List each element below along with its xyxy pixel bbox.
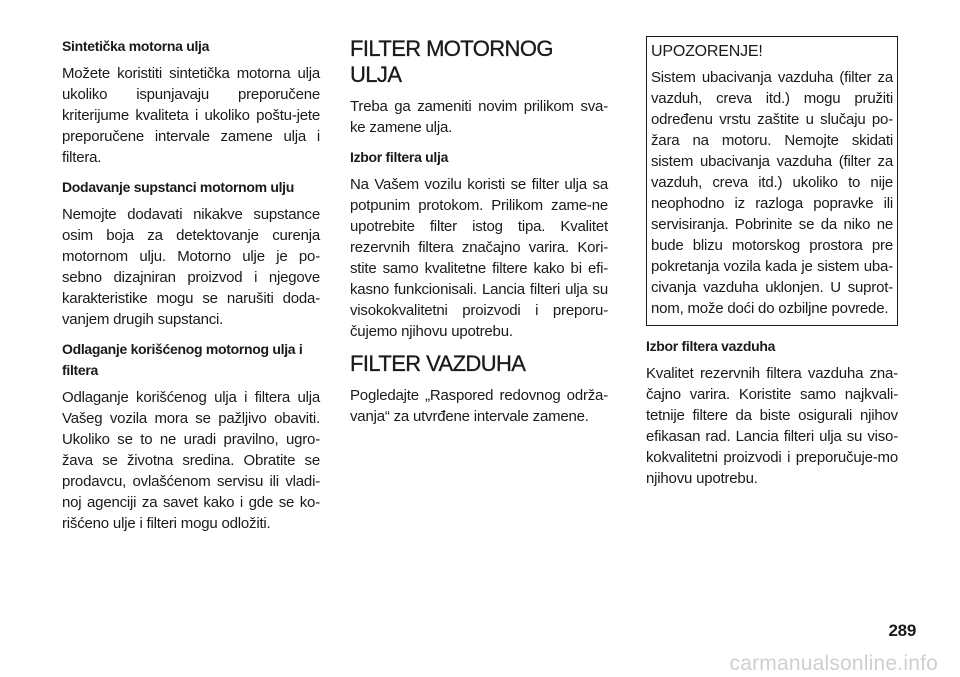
paragraph-oil-additives: Nemojte dodavati nikakve supstance osim boja za detektovanje curenja motornom ulju. Motorno ulje je po-sebno dizajniran proizvod i njegove karakteristike mogu se narušiti doda-vanjem drugih supstanci. <box>62 206 320 328</box>
paragraph-oil-filter: Treba ga zameniti novim prilikom sva-ke zamene ulja. <box>350 98 608 136</box>
warning-text: Sistem ubacivanja vazduha (filter za vazduh, creva itd.) mogu pružiti određenu vrstu zaštite u slučaju po-žara na motoru. Nemojte skidati sistem ubacivanja vazduha (filter za vazduh, creva itd.) ukoliko to nije neophodno iz razloga popravke ili servisiranja. Pobrinite se da niko ne bude blizu motorskog prostora pre pokretanja vozila kada je sistem uba-civanja vazduha uklonjen. U suprot-nom, može doći do ozbiljne povrede. <box>651 69 893 317</box>
section-title-air-filter: FILTER VAZDUHA <box>350 351 526 376</box>
watermark: carmanualsonline.info <box>729 652 938 675</box>
column-middle <box>350 36 608 436</box>
warning-box <box>646 36 898 326</box>
heading-oil-additives: Dodavanje supstanci motornom ulju <box>62 179 295 195</box>
section-title-oil-filter: FILTER MOTORNOG ULJA <box>350 36 553 87</box>
column-left <box>62 36 320 543</box>
column-right <box>646 36 898 498</box>
paragraph-air-filter: Pogledajte „Raspored redovnog održa-vanja“ za utvrđene intervale zamene. <box>350 387 608 425</box>
paragraph-synthetic-oils: Možete koristiti sintetička motorna ulja ukoliko ispunjavaju preporučene kriterijume kvaliteta i ukoliko poštu-jete preporučene intervale zamene ulja i filtera. <box>62 65 320 166</box>
paragraph-oil-filter-selection: Na Vašem vozilu koristi se filter ulja sa potpunim protokom. Prilikom zame-ne upotrebite filter istog tipa. Kvalitet rezervnih filtera značajno varira. Kori-stite samo kvalitetne filtere kako bi efi-kasno funkcionisali. Lancia filteri ulja su visokokvalitetni proizvodi i preporu-čujemo njihovu upotrebu. <box>350 176 608 340</box>
paragraph-air-filter-selection: Kvalitet rezervnih filtera vazduha zna-čajno varira. Koristite samo najkvali-tetnije filtere da biste osigurali njihov efikasan rad. Lancia filteri ulja su viso-kokvalitetni proizvodi i preporučuje-mo njihovu upotrebu. <box>646 365 898 487</box>
heading-oil-filter-selection: Izbor filtera ulja <box>350 149 449 165</box>
heading-oil-disposal: Odlaganje korišćenog motornog ulja i filtera <box>62 341 303 378</box>
heading-air-filter-selection: Izbor filtera vazduha <box>646 338 776 354</box>
page-number: 289 <box>888 621 916 640</box>
warning-title: UPOZORENJE! <box>651 43 763 60</box>
heading-synthetic-oils: Sintetička motorna ulja <box>62 38 210 54</box>
paragraph-oil-disposal: Odlaganje korišćenog ulja i filtera ulja Vašeg vozila mora se pažljivo obaviti. Ukoliko se to ne uradi pravilno, ugro-žava se životna sredina. Obratite se prodavcu, ovlašćenom servisu ili vladi-noj agenciji za savet kako i gde se ko-rišćeno ulje i filteri mogu odložiti. <box>62 389 320 532</box>
